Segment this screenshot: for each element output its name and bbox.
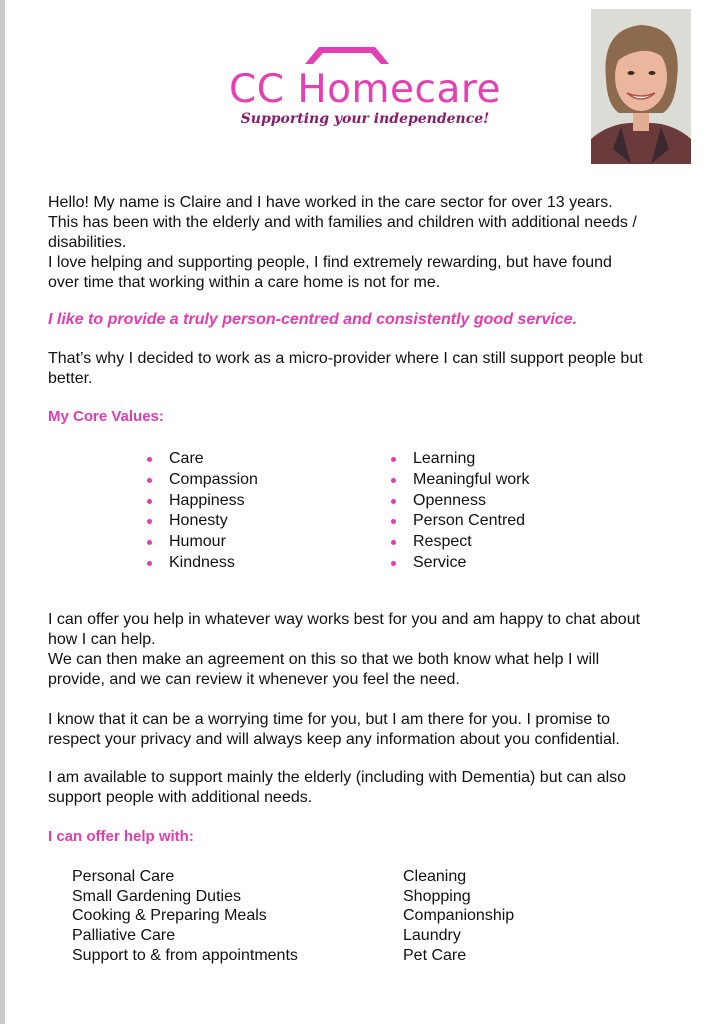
highlight-statement: I like to provide a truly person-centred and consistently good service. bbox=[48, 311, 578, 328]
logo-title: CC Homecare bbox=[228, 67, 502, 112]
list-item: Shopping bbox=[403, 887, 471, 905]
page-left-edge bbox=[0, 0, 5, 1024]
portrait-photo bbox=[591, 9, 691, 164]
portrait-photo-icon bbox=[591, 9, 691, 164]
bullet-icon bbox=[391, 540, 396, 545]
list-item: Kindness bbox=[147, 553, 258, 574]
bullet-icon bbox=[147, 561, 152, 566]
bullet-icon bbox=[391, 499, 396, 504]
list-item: Learning bbox=[391, 449, 530, 470]
intro-line: Hello! My name is Claire and I have worked in the care sector for over 13 years. bbox=[48, 194, 613, 211]
paragraph-line: I am available to support mainly the elderly (including with Dementia) but can also bbox=[48, 769, 627, 786]
bullet-icon bbox=[147, 499, 152, 504]
bullet-icon bbox=[147, 540, 152, 545]
list-item: Humour bbox=[147, 532, 258, 553]
list-item: Support to & from appointments bbox=[72, 946, 298, 964]
company-logo bbox=[225, 44, 505, 134]
list-item: Openness bbox=[391, 491, 530, 512]
list-item: Service bbox=[391, 553, 530, 574]
offer-paragraph-1 bbox=[48, 610, 698, 690]
paragraph-line: respect your privacy and will always keep any information about you confidential. bbox=[48, 731, 620, 748]
list-item: Honesty bbox=[147, 511, 258, 532]
list-item: Respect bbox=[391, 532, 530, 553]
list-item: Meaningful work bbox=[391, 470, 530, 491]
bullet-icon bbox=[391, 457, 396, 462]
list-item: Compassion bbox=[147, 470, 258, 491]
list-item: Laundry bbox=[403, 927, 461, 945]
list-item: Cooking & Preparing Meals bbox=[72, 907, 267, 925]
help-list-right bbox=[403, 867, 514, 966]
logo-tagline: Supporting your independence! bbox=[240, 111, 490, 127]
list-item: Pet Care bbox=[403, 946, 467, 964]
intro-line: This has been with the elderly and with families and children with additional needs / bbox=[48, 214, 637, 231]
intro-section bbox=[48, 193, 698, 293]
core-values-list-right bbox=[391, 449, 530, 574]
help-list-left bbox=[72, 867, 298, 966]
core-values-heading: My Core Values: bbox=[48, 408, 164, 425]
list-item: Cleaning bbox=[403, 868, 467, 885]
bullet-icon bbox=[391, 561, 396, 566]
intro-line: disabilities. bbox=[48, 234, 127, 251]
bullet-icon bbox=[147, 478, 152, 483]
paragraph-line: I can offer you help in whatever way works best for you and am happy to chat about bbox=[48, 611, 641, 628]
intro-line: I love helping and supporting people, I find extremely rewarding, but have found bbox=[48, 254, 612, 271]
house-roof-icon bbox=[297, 44, 397, 66]
paragraph-line: I know that it can be a worrying time for you, but I am there for you. I promise to bbox=[48, 711, 611, 728]
paragraph-line: provide, and we can review it whenever you feel the need. bbox=[48, 671, 460, 688]
paragraph-line: We can then make an agreement on this so that we both know what help I will bbox=[48, 651, 600, 668]
intro-line: over time that working within a care home is not for me. bbox=[48, 274, 441, 291]
bullet-icon bbox=[391, 478, 396, 483]
paragraph-line: how I can help. bbox=[48, 631, 156, 648]
list-item: Companionship bbox=[403, 907, 515, 925]
list-item: Palliative Care bbox=[72, 927, 176, 945]
offer-paragraph-3 bbox=[48, 710, 698, 750]
micro-provider-paragraph bbox=[48, 349, 698, 389]
paragraph-line: That’s why I decided to work as a micro-provider where I can still support people but bbox=[48, 350, 643, 367]
bullet-icon bbox=[147, 457, 152, 462]
paragraph-line: better. bbox=[48, 370, 93, 387]
list-item: Small Gardening Duties bbox=[72, 887, 241, 905]
bullet-icon bbox=[391, 519, 396, 524]
list-item: Person Centred bbox=[391, 511, 530, 532]
paragraph-line: support people with additional needs. bbox=[48, 789, 313, 806]
help-heading: I can offer help with: bbox=[48, 828, 194, 845]
offer-paragraph-4 bbox=[48, 768, 698, 808]
list-item: Care bbox=[147, 449, 258, 470]
core-values-list-left bbox=[147, 449, 258, 574]
bullet-icon bbox=[147, 519, 152, 524]
list-item: Personal Care bbox=[72, 868, 175, 885]
list-item: Happiness bbox=[147, 491, 258, 512]
